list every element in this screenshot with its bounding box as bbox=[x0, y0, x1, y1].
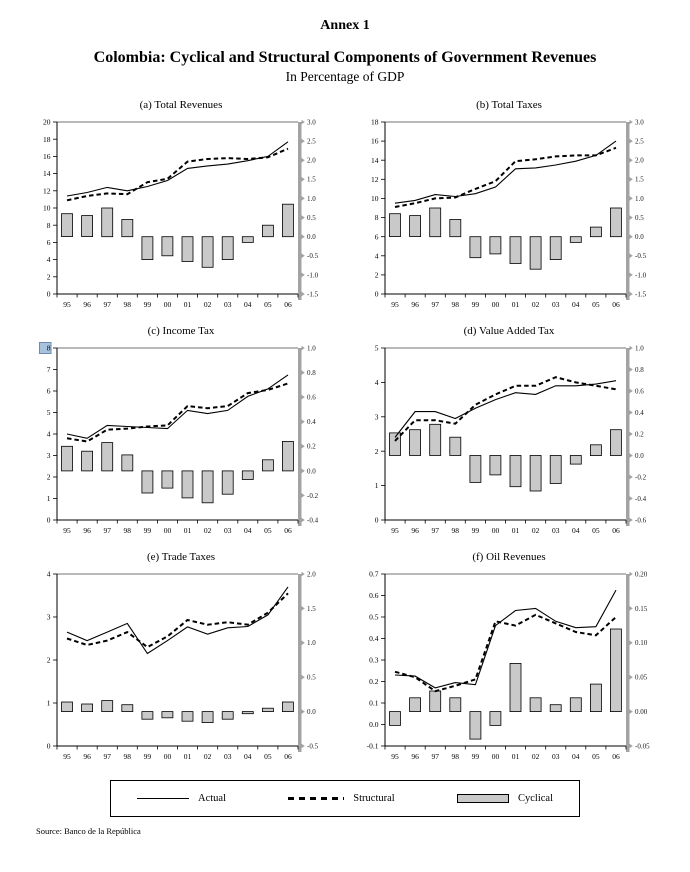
svg-text:10: 10 bbox=[371, 194, 379, 203]
svg-text:0.15: 0.15 bbox=[635, 604, 648, 613]
svg-text:96: 96 bbox=[411, 526, 419, 535]
svg-text:03: 03 bbox=[551, 752, 560, 761]
svg-text:14: 14 bbox=[43, 169, 51, 179]
cyclical-bar-sample bbox=[457, 794, 509, 803]
svg-text:16: 16 bbox=[371, 136, 379, 146]
svg-text:3.0: 3.0 bbox=[307, 118, 316, 127]
svg-text:0.0: 0.0 bbox=[307, 708, 316, 716]
svg-text:98: 98 bbox=[123, 752, 132, 761]
svg-text:04: 04 bbox=[244, 300, 252, 309]
svg-text:2.5: 2.5 bbox=[307, 137, 316, 146]
svg-text:0.6: 0.6 bbox=[635, 387, 644, 396]
svg-text:1: 1 bbox=[374, 481, 379, 491]
svg-text:12: 12 bbox=[43, 186, 51, 196]
svg-text:95: 95 bbox=[391, 752, 399, 761]
svg-text:02: 02 bbox=[203, 300, 212, 309]
svg-text:2.0: 2.0 bbox=[307, 156, 316, 165]
svg-text:10: 10 bbox=[43, 203, 51, 213]
svg-text:1: 1 bbox=[46, 698, 51, 708]
svg-text:97: 97 bbox=[103, 526, 111, 535]
legend-item-cyclical bbox=[457, 793, 553, 804]
svg-text:0.2: 0.2 bbox=[635, 430, 644, 439]
legend-label-cyclical: Cyclical bbox=[518, 793, 553, 804]
svg-text:95: 95 bbox=[63, 752, 71, 761]
chart-total-revenues bbox=[30, 99, 332, 314]
svg-text:00: 00 bbox=[491, 300, 500, 309]
svg-text:01: 01 bbox=[511, 300, 520, 309]
svg-text:01: 01 bbox=[183, 752, 192, 761]
chart-title-f: (f) Oil Revenues bbox=[472, 551, 546, 563]
svg-text:05: 05 bbox=[592, 300, 600, 309]
chart-title-c: (c) Income Tax bbox=[147, 325, 215, 337]
svg-text:18: 18 bbox=[43, 134, 51, 144]
chart-canvas bbox=[359, 566, 659, 766]
svg-text:1.0: 1.0 bbox=[635, 344, 644, 353]
svg-text:1: 1 bbox=[46, 494, 51, 504]
chart-title-e: (e) Trade Taxes bbox=[146, 551, 216, 563]
svg-text:00: 00 bbox=[491, 526, 500, 535]
svg-text:7: 7 bbox=[46, 365, 51, 375]
svg-text:05: 05 bbox=[264, 526, 272, 535]
svg-text:0.7: 0.7 bbox=[369, 569, 379, 579]
svg-text:-0.6: -0.6 bbox=[635, 516, 647, 525]
svg-text:01: 01 bbox=[511, 526, 520, 535]
legend-label-actual: Actual bbox=[198, 793, 226, 804]
svg-text:0: 0 bbox=[374, 289, 379, 299]
svg-text:5: 5 bbox=[46, 408, 51, 418]
legend bbox=[110, 780, 580, 817]
svg-text:8: 8 bbox=[46, 220, 51, 230]
svg-text:03: 03 bbox=[223, 752, 232, 761]
svg-text:2.0: 2.0 bbox=[307, 570, 316, 579]
svg-text:06: 06 bbox=[612, 752, 620, 761]
svg-text:04: 04 bbox=[572, 752, 580, 761]
svg-text:00: 00 bbox=[491, 752, 500, 761]
svg-text:03: 03 bbox=[551, 526, 560, 535]
svg-text:97: 97 bbox=[431, 526, 439, 535]
svg-text:04: 04 bbox=[244, 752, 252, 761]
svg-text:0: 0 bbox=[374, 515, 379, 525]
svg-text:96: 96 bbox=[411, 300, 419, 309]
svg-text:00: 00 bbox=[163, 300, 172, 309]
chart-total-taxes bbox=[358, 99, 660, 314]
chart-title-b: (b) Total Taxes bbox=[476, 99, 542, 111]
svg-text:1.0: 1.0 bbox=[307, 639, 316, 648]
svg-text:-1.5: -1.5 bbox=[307, 290, 319, 299]
svg-text:06: 06 bbox=[284, 526, 292, 535]
chart-plot-a bbox=[31, 114, 331, 314]
svg-text:05: 05 bbox=[592, 752, 600, 761]
legend-item-structural bbox=[288, 793, 394, 804]
svg-text:4: 4 bbox=[374, 251, 379, 261]
svg-text:-0.1: -0.1 bbox=[366, 741, 379, 751]
svg-text:-0.4: -0.4 bbox=[307, 516, 319, 525]
svg-text:04: 04 bbox=[244, 526, 252, 535]
svg-text:95: 95 bbox=[63, 526, 71, 535]
svg-text:02: 02 bbox=[203, 752, 212, 761]
chart-income-tax bbox=[30, 325, 332, 540]
legend-label-structural: Structural bbox=[353, 793, 395, 804]
svg-text:1.5: 1.5 bbox=[307, 604, 316, 613]
svg-text:99: 99 bbox=[143, 752, 152, 761]
chart-plot-b bbox=[359, 114, 659, 314]
svg-text:3: 3 bbox=[46, 612, 51, 622]
chart-title-a: (a) Total Revenues bbox=[139, 99, 223, 111]
svg-text:-1.5: -1.5 bbox=[635, 290, 647, 299]
svg-text:99: 99 bbox=[143, 526, 152, 535]
svg-text:0.5: 0.5 bbox=[635, 214, 644, 222]
svg-text:0: 0 bbox=[46, 289, 51, 299]
svg-text:2: 2 bbox=[374, 270, 379, 280]
svg-text:18: 18 bbox=[371, 117, 379, 127]
chart-canvas bbox=[359, 114, 659, 314]
chart-plot-c bbox=[31, 340, 331, 540]
svg-text:1.0: 1.0 bbox=[635, 194, 644, 203]
svg-text:06: 06 bbox=[612, 526, 620, 535]
svg-text:1.0: 1.0 bbox=[307, 344, 316, 353]
svg-text:4: 4 bbox=[374, 378, 379, 387]
svg-text:06: 06 bbox=[284, 752, 292, 761]
svg-text:95: 95 bbox=[391, 300, 399, 309]
svg-text:05: 05 bbox=[592, 526, 600, 535]
svg-text:97: 97 bbox=[431, 752, 439, 761]
svg-text:2: 2 bbox=[46, 655, 51, 665]
svg-text:0.2: 0.2 bbox=[369, 677, 379, 687]
legend-item-actual bbox=[137, 793, 226, 804]
svg-text:0.05: 0.05 bbox=[635, 673, 648, 682]
svg-text:03: 03 bbox=[223, 300, 232, 309]
svg-text:01: 01 bbox=[183, 526, 192, 535]
svg-text:02: 02 bbox=[531, 300, 540, 309]
svg-text:-0.5: -0.5 bbox=[307, 742, 319, 751]
svg-text:96: 96 bbox=[83, 526, 91, 535]
chart-oil-revenues bbox=[358, 551, 660, 766]
chart-plot-e bbox=[31, 566, 331, 766]
svg-text:4: 4 bbox=[46, 429, 51, 439]
source-note: Source: Banco de la República bbox=[36, 826, 141, 836]
svg-text:4: 4 bbox=[46, 255, 51, 265]
svg-text:0.6: 0.6 bbox=[307, 393, 316, 402]
svg-text:95: 95 bbox=[391, 526, 399, 535]
svg-text:0: 0 bbox=[46, 515, 51, 525]
svg-text:0: 0 bbox=[46, 741, 51, 751]
svg-text:99: 99 bbox=[143, 300, 152, 309]
chart-value-added-tax bbox=[358, 325, 660, 540]
svg-text:12: 12 bbox=[371, 174, 379, 184]
svg-text:98: 98 bbox=[451, 300, 460, 309]
actual-solid-line-sample bbox=[137, 798, 189, 799]
chart-canvas bbox=[31, 340, 331, 540]
svg-text:6: 6 bbox=[374, 232, 379, 242]
svg-text:0.0: 0.0 bbox=[307, 233, 316, 242]
svg-text:97: 97 bbox=[103, 300, 111, 309]
svg-text:0.0: 0.0 bbox=[369, 720, 379, 730]
svg-text:05: 05 bbox=[264, 300, 272, 309]
svg-text:1.5: 1.5 bbox=[635, 175, 644, 184]
svg-text:0.4: 0.4 bbox=[307, 418, 316, 427]
svg-text:6: 6 bbox=[46, 238, 51, 247]
svg-text:0.0: 0.0 bbox=[635, 451, 644, 460]
svg-text:98: 98 bbox=[451, 526, 460, 535]
structural-dashed-line-sample bbox=[288, 797, 344, 799]
svg-text:2: 2 bbox=[374, 446, 379, 456]
chart-canvas bbox=[359, 340, 659, 540]
svg-text:0.1: 0.1 bbox=[369, 698, 379, 708]
svg-text:98: 98 bbox=[451, 752, 460, 761]
svg-text:3.0: 3.0 bbox=[635, 118, 644, 127]
svg-text:01: 01 bbox=[511, 752, 520, 761]
svg-text:97: 97 bbox=[431, 300, 439, 309]
svg-text:02: 02 bbox=[203, 526, 212, 535]
chart-canvas bbox=[31, 114, 331, 314]
svg-text:14: 14 bbox=[371, 155, 379, 165]
svg-text:99: 99 bbox=[471, 300, 480, 309]
charts-grid bbox=[0, 99, 690, 766]
svg-text:1.0: 1.0 bbox=[307, 194, 316, 203]
chart-trade-taxes bbox=[30, 551, 332, 766]
svg-text:4: 4 bbox=[46, 569, 51, 579]
svg-text:06: 06 bbox=[612, 300, 620, 309]
svg-text:3: 3 bbox=[46, 451, 51, 461]
chart-plot-d bbox=[359, 340, 659, 540]
svg-text:6: 6 bbox=[46, 386, 51, 396]
svg-text:0.4: 0.4 bbox=[635, 408, 644, 417]
svg-text:0.3: 0.3 bbox=[369, 655, 379, 665]
annex-label: Annex 1 bbox=[320, 18, 370, 33]
svg-text:0.8: 0.8 bbox=[635, 365, 644, 374]
svg-text:2.5: 2.5 bbox=[635, 137, 644, 146]
svg-text:00: 00 bbox=[163, 526, 172, 535]
svg-text:04: 04 bbox=[572, 526, 580, 535]
svg-text:-0.4: -0.4 bbox=[635, 494, 647, 503]
page-title: Colombia: Cyclical and Structural Components of Government Revenues bbox=[93, 49, 597, 66]
svg-text:-0.5: -0.5 bbox=[307, 252, 319, 261]
svg-text:96: 96 bbox=[83, 752, 91, 761]
svg-text:-0.5: -0.5 bbox=[635, 252, 647, 261]
svg-text:0.5: 0.5 bbox=[307, 673, 316, 682]
svg-text:0.6: 0.6 bbox=[369, 591, 379, 601]
svg-text:16: 16 bbox=[43, 152, 51, 161]
svg-text:0.0: 0.0 bbox=[307, 467, 316, 476]
svg-text:99: 99 bbox=[471, 752, 480, 761]
svg-text:06: 06 bbox=[284, 300, 292, 309]
svg-text:02: 02 bbox=[531, 526, 540, 535]
svg-text:01: 01 bbox=[183, 300, 192, 309]
svg-text:1.5: 1.5 bbox=[307, 175, 316, 184]
svg-text:0.10: 0.10 bbox=[635, 639, 648, 648]
svg-text:-0.2: -0.2 bbox=[307, 491, 319, 500]
chart-title-d: (d) Value Added Tax bbox=[463, 325, 555, 337]
svg-text:-1.0: -1.0 bbox=[307, 271, 319, 280]
svg-text:5: 5 bbox=[374, 343, 379, 353]
svg-text:97: 97 bbox=[103, 752, 111, 761]
svg-text:2.0: 2.0 bbox=[635, 156, 644, 165]
svg-text:-0.2: -0.2 bbox=[635, 473, 647, 482]
svg-text:96: 96 bbox=[83, 300, 91, 309]
chart-plot-f bbox=[359, 566, 659, 766]
svg-text:0.8: 0.8 bbox=[307, 369, 316, 377]
svg-text:0.4: 0.4 bbox=[369, 634, 379, 644]
svg-text:99: 99 bbox=[471, 526, 480, 535]
svg-text:96: 96 bbox=[411, 752, 419, 761]
svg-text:20: 20 bbox=[43, 117, 51, 127]
svg-text:0.00: 0.00 bbox=[635, 708, 648, 716]
svg-text:-0.05: -0.05 bbox=[635, 742, 650, 751]
svg-text:8: 8 bbox=[374, 213, 379, 223]
svg-text:3: 3 bbox=[374, 412, 379, 422]
svg-text:0.2: 0.2 bbox=[307, 442, 316, 451]
svg-text:98: 98 bbox=[123, 526, 132, 535]
svg-text:00: 00 bbox=[163, 752, 172, 761]
svg-text:8: 8 bbox=[46, 343, 51, 353]
svg-text:2: 2 bbox=[46, 272, 51, 282]
svg-text:95: 95 bbox=[63, 300, 71, 309]
svg-text:-1.0: -1.0 bbox=[635, 271, 647, 280]
svg-text:02: 02 bbox=[531, 752, 540, 761]
chart-canvas bbox=[31, 566, 331, 766]
page-subtitle: In Percentage of GDP bbox=[285, 69, 405, 84]
svg-text:0.20: 0.20 bbox=[635, 570, 648, 579]
svg-text:04: 04 bbox=[572, 300, 580, 309]
svg-text:03: 03 bbox=[551, 300, 560, 309]
svg-text:98: 98 bbox=[123, 300, 132, 309]
svg-text:0.5: 0.5 bbox=[369, 612, 379, 622]
svg-text:0.0: 0.0 bbox=[635, 233, 644, 242]
svg-text:0.5: 0.5 bbox=[307, 214, 316, 222]
svg-text:05: 05 bbox=[264, 752, 272, 761]
svg-text:2: 2 bbox=[46, 472, 51, 482]
svg-text:03: 03 bbox=[223, 526, 232, 535]
